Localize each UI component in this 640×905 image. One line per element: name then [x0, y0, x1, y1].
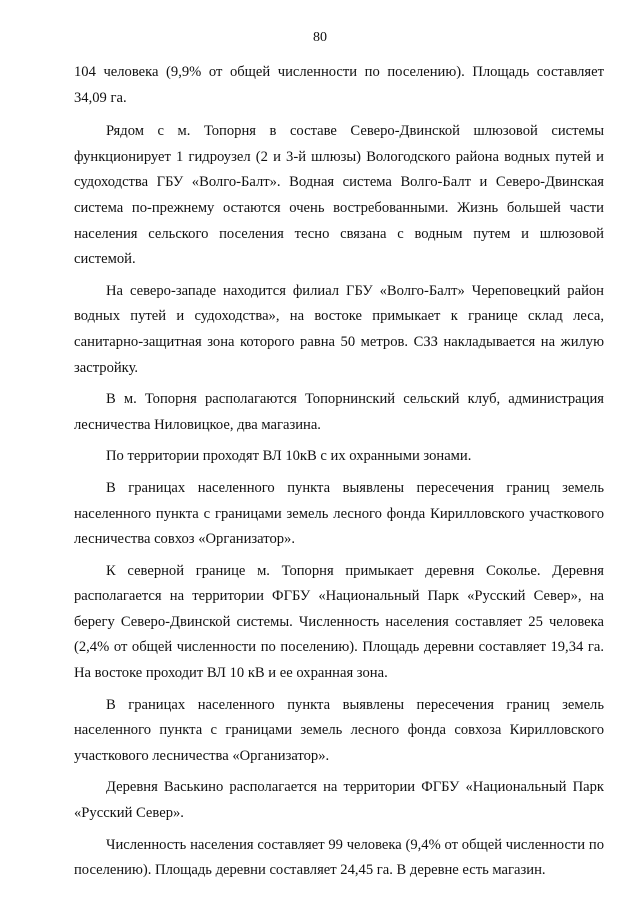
page-number: 80 [313, 30, 327, 45]
document-body [74, 60, 604, 884]
paragraph: В границах населенного пункта выявлены пересечения границ земель населенного пункта с границами земель лесного фонда совхоза Кирилловского участкового лесничества «Организатор». [74, 696, 604, 764]
paragraph: Численность населения составляет 99 человека (9,4% от общей численности по поселению). Площадь деревни составляет 24,45 га. В деревне есть магазин. [74, 836, 604, 879]
paragraph: Рядом с м. Топорня в составе Северо-Двинской шлюзовой системы функционирует 1 гидроузел (2 и 3-й шлюзы) Вологодского района водных путей и судоходства ГБУ «Волго-Балт». Водная система Волго-Балт и Северо-Двинская система по-прежнему остаются очень востребованными. Жизнь большей части населения сельского поселения тесно связана с водным путем и шлюзовой системой. [74, 123, 604, 268]
paragraph: В м. Топорня располагаются Топорнинский сельский клуб, администрация лесничества Ниловицкое, два магазина. [74, 391, 604, 433]
paragraph: 104 человека (9,9% от общей численности по поселению). Площадь составляет 34,09 га. [74, 64, 604, 106]
paragraph: На северо-западе находится филиал ГБУ «Волго-Балт» Череповецкий район водных путей и судоходства», на востоке примыкает к границе склад леса, санитарно-защитная зона которого равна 50 метров. СЗЗ накладывается на жилую застройку. [74, 282, 604, 376]
paragraph: По территории проходят ВЛ 10кВ с их охранными зонами. [106, 448, 472, 465]
paragraph: Деревня Васькино располагается на территории ФГБУ «Национальный Парк «Русский Север». [74, 779, 604, 822]
paragraph: В границах населенного пункта выявлены пересечения границ земель населенного пункта с границами земель лесного фонда Кирилловского участкового лесничества совхоз «Организатор». [74, 479, 604, 548]
paragraph: К северной границе м. Топорня примыкает деревня Соколье. Деревня располагается на территории ФГБУ «Национальный Парк «Русский Север», на берегу Северо-Двинской системы. Численность населения составляет 25 человека (2,4% от общей численности по поселению). Площадь деревни составляет 19,34 га. На востоке проходит ВЛ 10 кВ и ее охранная зона. [74, 562, 604, 682]
